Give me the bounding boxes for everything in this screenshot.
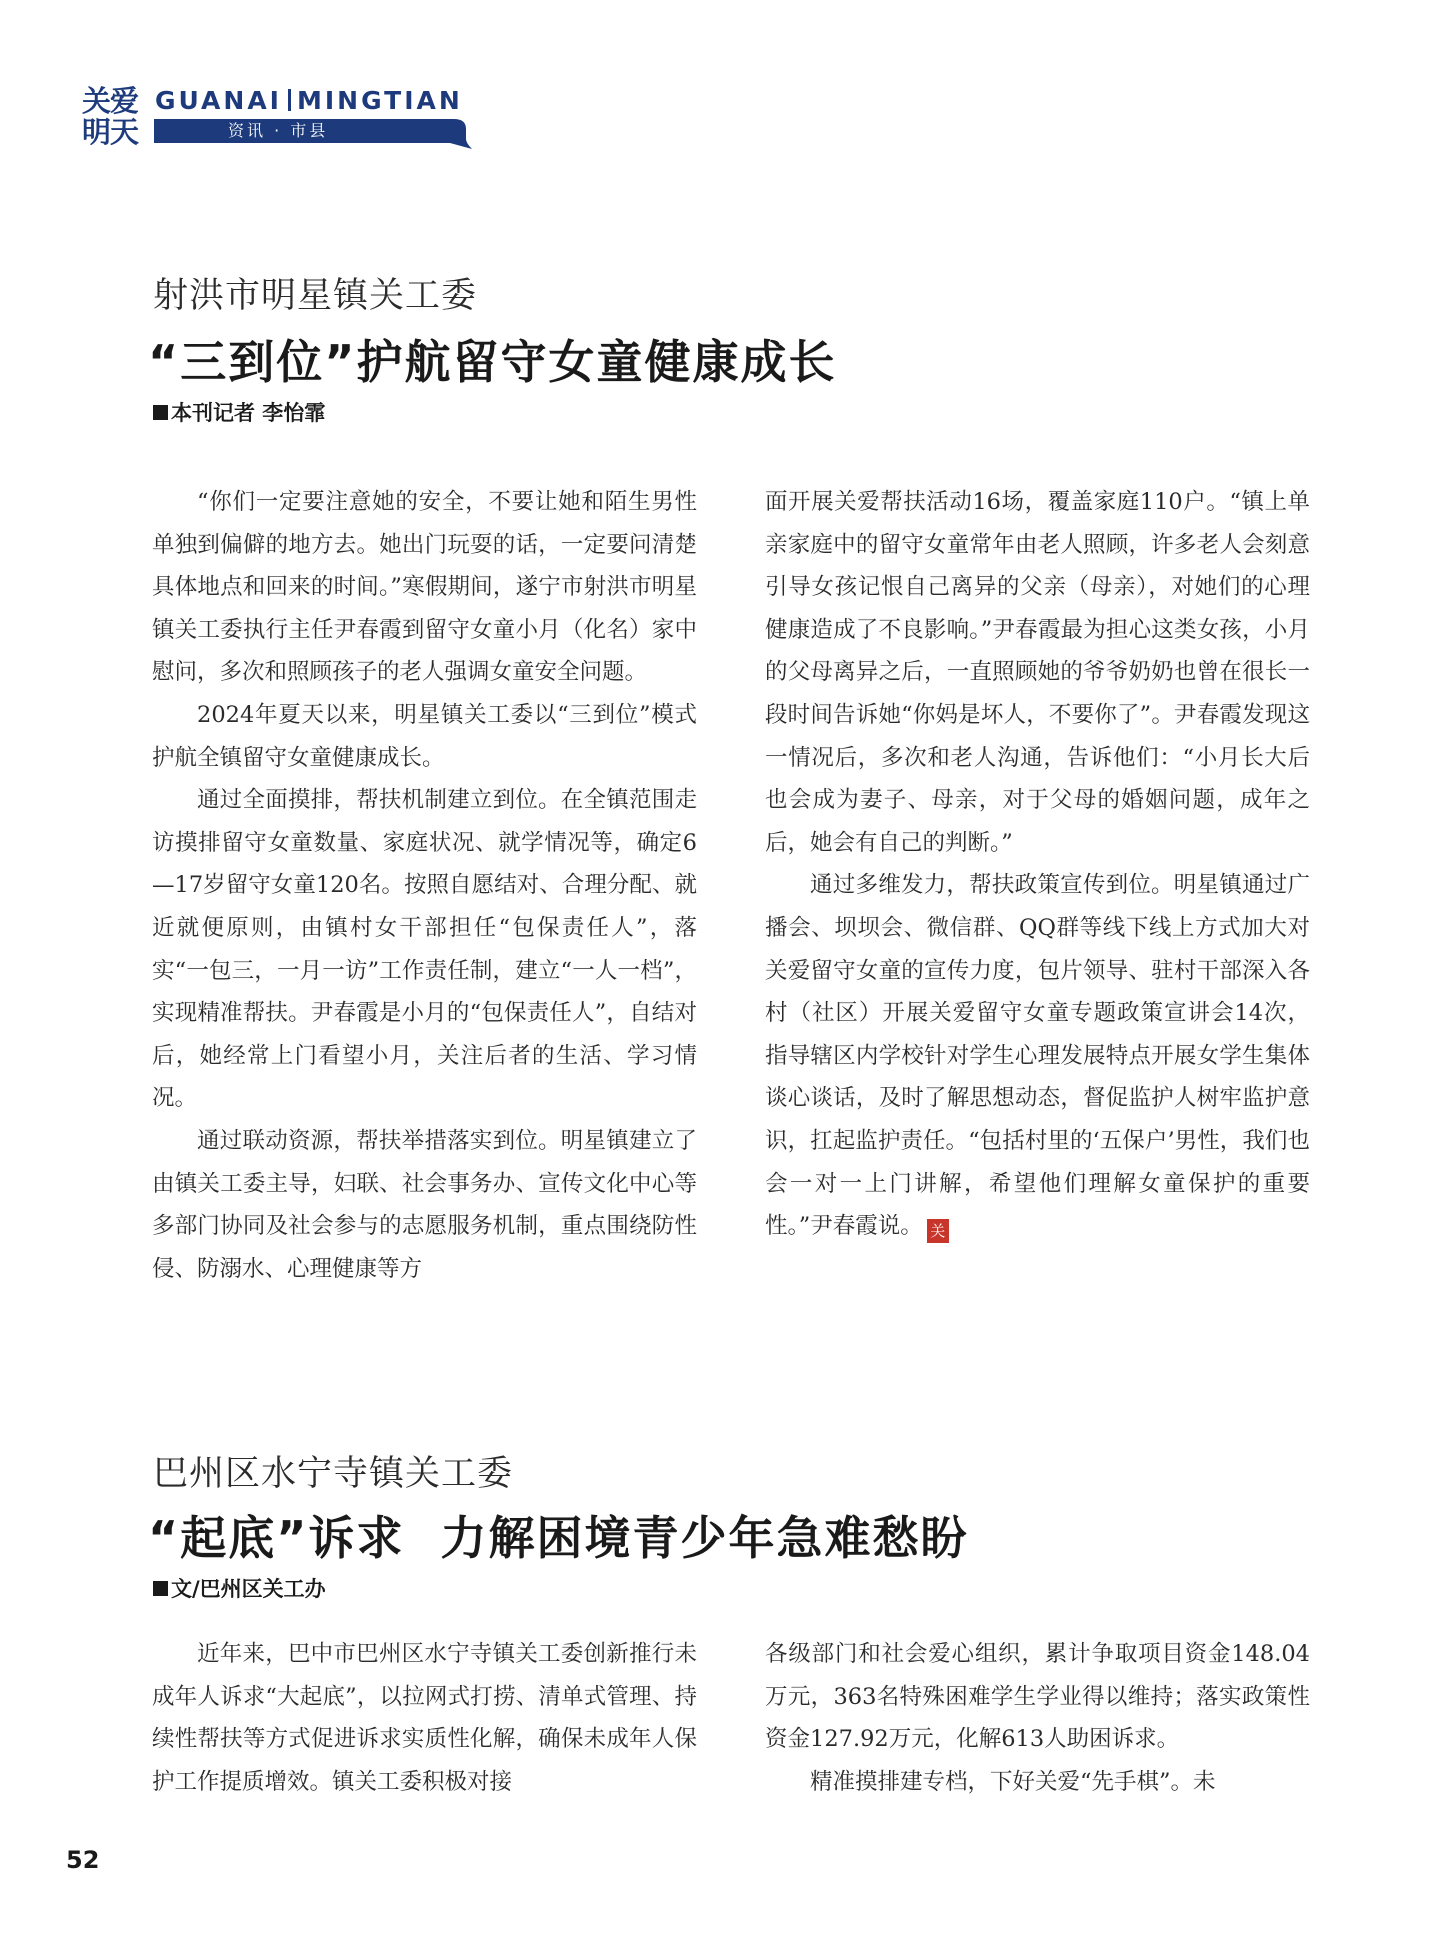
article2-right-column [765, 1633, 1310, 1803]
article1-paragraph: 通过联动资源，帮扶举措落实到位。明星镇建立了由镇关工委主导，妇联、社会事务办、宣传文化中心等多部门协同及社会参与的志愿服务机制，重点围绕防性侵、防溺水、心理健康等方 [152, 1127, 697, 1282]
article2-title: “起底”诉求 力解困境青少年急难愁盼 [148, 1511, 969, 1565]
article2-paragraph: 近年来，巴中市巴州区水宁寺镇关工委创新推行未成年人诉求“大起底”，以拉网式打捞、清单式管理、持续性帮扶等方式促进诉求实质性化解，确保未成年人保护工作提质增效。镇关工委积极对接 [152, 1641, 697, 1795]
article1-final-text: 通过多维发力，帮扶政策宣传到位。明星镇通过广播会、坝坝会、微信群、QQ群等线下线上方式加大对关爱留守女童的宣传力度，包片领导、驻村干部深入各村（社区）开展关爱留守女童专题政策宣讲会14次，指导辖区内学校针对学生心理发展特点开展女学生集体谈心谈话，及时了解思想动态，督促监护人树牢监护意识，扛起监护责任。“包括村里的‘五保户’男性，我们也会一对一上门讲解，希望他们理解女童保护的重要性。”尹春霞说。 [765, 872, 1310, 1240]
article1-subtitle: 射洪市明星镇关工委 [153, 276, 478, 316]
article2-paragraph-continued: 各级部门和社会爱心组织，累计争取项目资金148.04万元，363名特殊困难学生学业得以维持；落实政策性资金127.92万元，化解613人助困诉求。 [765, 1641, 1310, 1753]
article1-paragraph: “你们一定要注意她的安全，不要让她和陌生男性单独到偏僻的地方去。她出门玩耍的话，一定要问清楚具体地点和回来的时间。”寒假期间，遂宁市射洪市明星镇关工委执行主任尹春霞到留守女童小月（化名）家中慰问，多次和照顾孩子的老人强调女童安全问题。 [152, 489, 697, 686]
article2-byline-text: 文/巴州区关工办 [171, 1577, 326, 1601]
byline-square-icon [153, 405, 168, 420]
article1-paragraph: 2024年夏天以来，明星镇关工委以“三到位”模式护航全镇留守女童健康成长。 [152, 701, 697, 771]
logo-divider [288, 89, 291, 111]
section-tag: 资讯 · 市县 [228, 121, 329, 140]
article1-byline [153, 397, 325, 427]
article2-subtitle: 巴州区水宁寺镇关工委 [153, 1454, 514, 1494]
article1-paragraph [765, 864, 1310, 1247]
article1-byline-text: 本刊记者 李怡霏 [171, 401, 326, 425]
article1-title: “三到位”护航留守女童健康成长 [148, 335, 837, 389]
page-number: 52 [66, 1846, 100, 1874]
logo-english [155, 86, 463, 115]
logo-en-left: GUANAI [155, 86, 282, 115]
article1-paragraph-continued: 面开展关爱帮扶活动16场，覆盖家庭110户。“镇上单亲家庭中的留守女童常年由老人照顾，许多老人会刻意引导女孩记恨自己离异的父亲（母亲），对她们的心理健康造成了不良影响。”尹春霞最为担心这类女孩，小月的父母离异之后，一直照顾她的爷爷奶奶也曾在很长一段时间告诉她“你妈是坏人，不要你了”。尹春霞发现这一情况后，多次和老人沟通，告诉他们：“小月长大后也会成为妻子、母亲，对于父母的婚姻问题，成年之后，她会有自己的判断。” [765, 489, 1310, 856]
article2-paragraph: 精准摸排建专档，下好关爱“先手棋”。未 [810, 1768, 1216, 1795]
article2-byline [153, 1573, 326, 1603]
byline-square-icon [153, 1581, 168, 1596]
logo-chinese: 关爱明天 [82, 84, 139, 149]
article1-right-column [765, 481, 1310, 1248]
logo-en-right: MINGTIAN [296, 86, 463, 115]
article2-left-column [152, 1633, 697, 1803]
article1-left-column [152, 481, 697, 1290]
article1-paragraph: 通过全面摸排，帮扶机制建立到位。在全镇范围走访摸排留守女童数量、家庭状况、就学情况等，确定6—17岁留守女童120名。按照自愿结对、合理分配、就近就便原则，由镇村女干部担任“包保责任人”，落实“一包三，一月一访”工作责任制，建立“一人一档”，实现精准帮扶。尹春霞是小月的“包保责任人”，自结对后，她经常上门看望小月，关注后者的生活、学习情况。 [152, 787, 697, 1112]
end-mark-icon: 关 [927, 1219, 949, 1243]
